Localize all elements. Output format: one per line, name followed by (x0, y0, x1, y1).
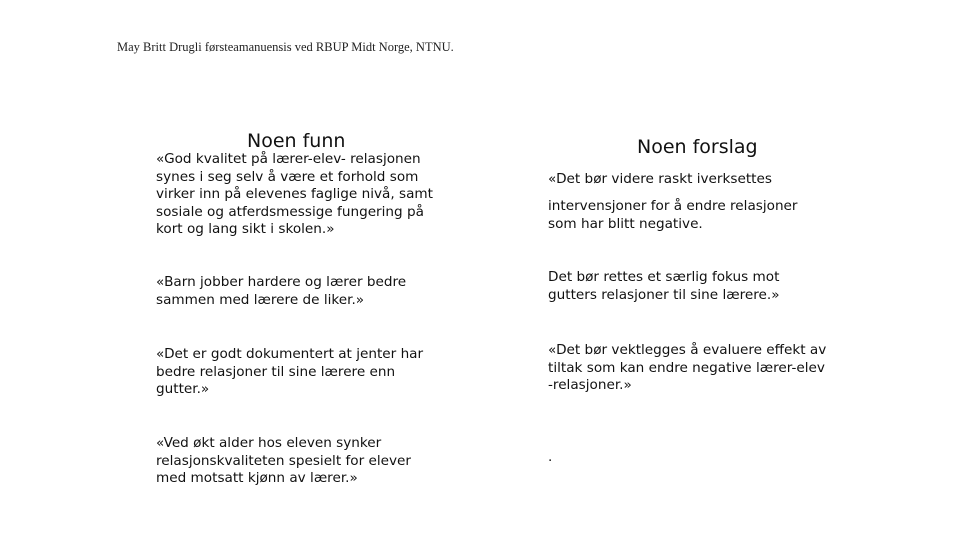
suggestions-title: Noen forslag (637, 136, 758, 158)
finding-item-4: «Ved økt alder hos eleven synker relasjonskvaliteten spesielt for elever med motsatt kjønn av lærer.» (156, 435, 411, 486)
suggestion-item-1-line-1: «Det bør videre raskt iverksettes (548, 171, 772, 187)
suggestion-item-3: «Det bør vektlegges å evaluere effekt av tiltak som kan endre negative lærer-elev -relasjoner.» (548, 342, 827, 393)
suggestion-item-2: Det bør rettes et særlig fokus mot gutters relasjoner til sine lærere.» (548, 269, 780, 303)
author-header: May Britt Drugli førsteamanuensis ved RBUP Midt Norge, NTNU. (117, 40, 454, 54)
suggestion-item-1-line-2: intervensjoner for å endre relasjoner som har blitt negative. (548, 198, 798, 232)
finding-item-3: «Det er godt dokumentert at jenter har bedre relasjoner til sine lærere enn gutter.» (156, 346, 424, 397)
finding-item-2: «Barn jobber hardere og lærer bedre sammen med lærere de liker.» (156, 274, 407, 308)
suggestion-item-4: . (548, 449, 553, 465)
finding-item-1: «God kvalitet på lærer-elev- relasjonen synes i seg selv å være et forhold som virker inn på elevenes faglige nivå, samt sosiale og atferdsmessige fungering på kort og lang sikt i skolen.» (156, 151, 433, 237)
findings-title: Noen funn (247, 130, 346, 152)
